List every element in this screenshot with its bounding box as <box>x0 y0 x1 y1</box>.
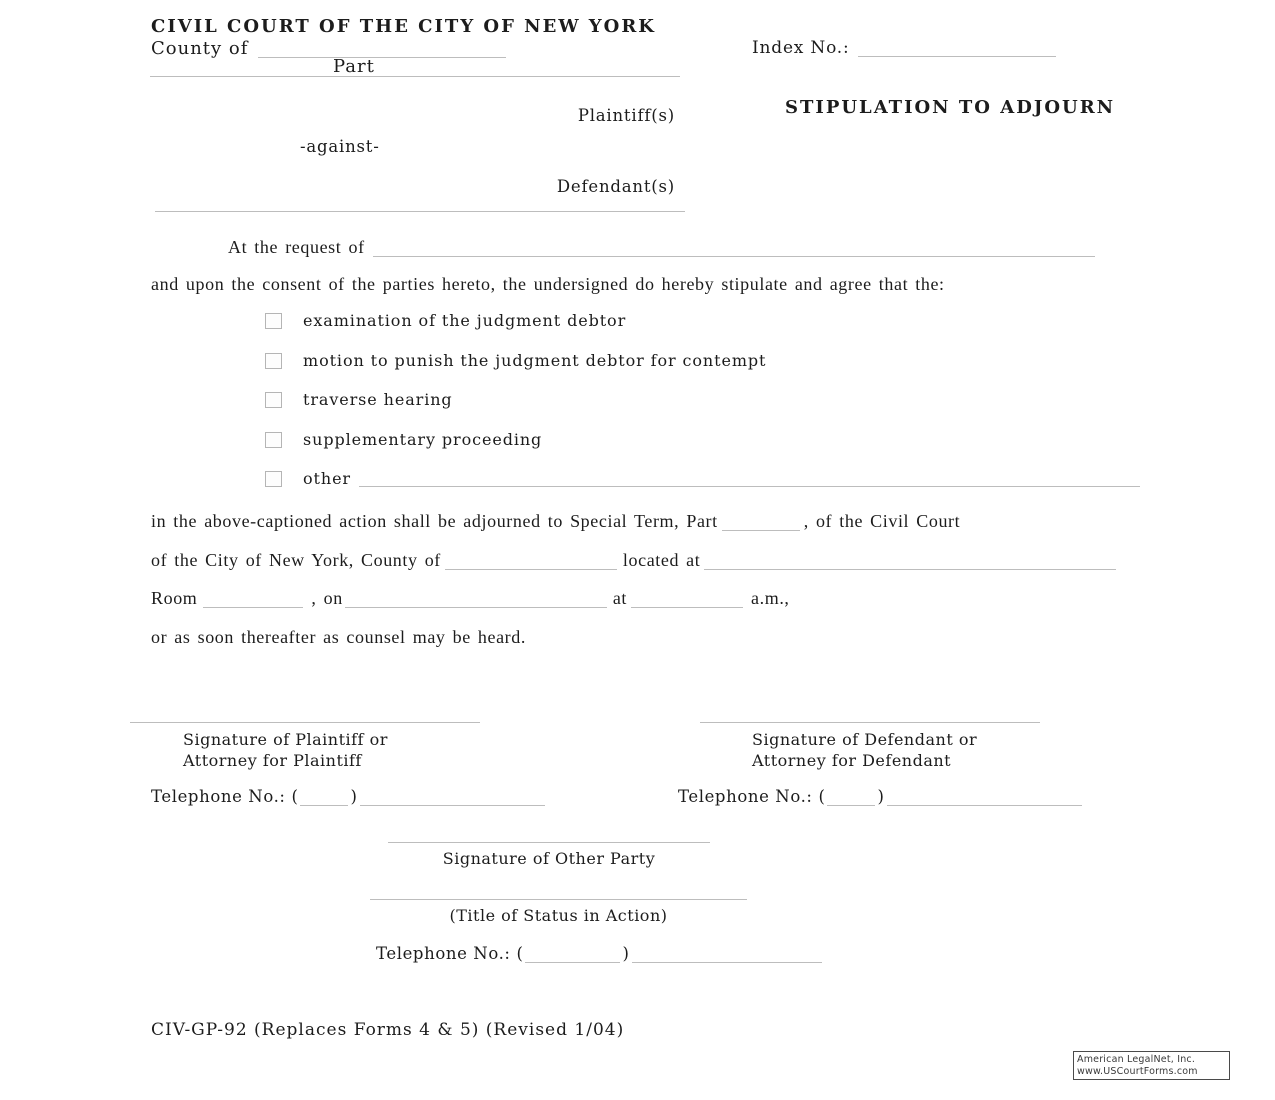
checkbox-label: motion to punish the judgment debtor for contempt <box>303 351 767 370</box>
other-party-title-line[interactable] <box>370 899 747 900</box>
caption-divider <box>155 211 685 212</box>
checkbox-row-motion <box>265 351 766 370</box>
part-label: Part <box>333 56 375 77</box>
checkbox-supplementary-proceeding[interactable] <box>265 432 282 448</box>
defendant-signature-caption <box>752 729 977 771</box>
index-no-label: Index No.: <box>752 38 850 58</box>
other-party-signature-caption: Signature of Other Party <box>442 849 656 868</box>
adjourn-line-1 <box>151 511 960 532</box>
defendant-phone-row <box>678 787 1084 806</box>
checkbox-examination[interactable] <box>265 313 282 329</box>
other-party-area-code-input-line[interactable] <box>525 946 620 964</box>
form-number: CIV-GP-92 (Replaces Forms 4 & 5) (Revised 1/04) <box>151 1020 625 1040</box>
checkbox-row-traverse <box>265 390 453 409</box>
checkbox-row-other <box>265 469 1140 488</box>
checkbox-row-examination <box>265 311 626 330</box>
checkbox-traverse-hearing[interactable] <box>265 392 282 408</box>
special-term-part-input-line[interactable] <box>722 512 800 531</box>
date-input-line[interactable] <box>345 589 607 608</box>
other-party-phone-input-line[interactable] <box>632 946 822 964</box>
adjourn-text: a.m., <box>751 588 790 608</box>
adjourn-text: of the City of New York, County of <box>151 550 441 570</box>
paren-open: ( <box>818 787 826 806</box>
adjourn-line-2 <box>151 550 1116 571</box>
room-input-line[interactable] <box>203 589 303 608</box>
checkbox-label: examination of the judgment debtor <box>303 311 627 330</box>
telephone-label: Telephone No.: <box>151 787 286 806</box>
adjourn-line-4: or as soon thereafter as counsel may be heard. <box>151 627 526 647</box>
plaintiff-label: Plaintiff(s) <box>577 106 675 125</box>
adjourn-text: , of the Civil Court <box>803 511 961 531</box>
paren-open: ( <box>516 944 524 963</box>
county-of-input-line[interactable] <box>445 551 617 570</box>
telephone-label: Telephone No.: <box>678 787 813 806</box>
paren-open: ( <box>291 787 299 806</box>
paren-close: ) <box>877 787 885 806</box>
other-input-line[interactable] <box>359 470 1140 487</box>
plaintiff-phone-input-line[interactable] <box>360 789 545 807</box>
adjourn-text: located at <box>622 550 701 570</box>
caption-line: Attorney for Plaintiff <box>183 751 362 770</box>
defendant-phone-input-line[interactable] <box>887 789 1082 807</box>
adjourn-text: in the above-captioned action shall be adjourned to Special Term, Part <box>151 511 718 531</box>
index-no-input-line[interactable] <box>858 39 1056 57</box>
defendant-area-code-input-line[interactable] <box>827 789 875 807</box>
legalnet-stamp <box>1073 1051 1230 1080</box>
defendant-label: Defendant(s) <box>556 177 675 196</box>
paren-close: ) <box>350 787 358 806</box>
legalnet-url: www.USCourtForms.com <box>1077 1065 1198 1077</box>
plaintiff-signature-line[interactable] <box>130 722 480 723</box>
against-label: -against- <box>300 137 380 156</box>
adjourn-text: Room <box>151 588 198 608</box>
plaintiff-signature-caption <box>183 729 388 771</box>
plaintiff-area-code-input-line[interactable] <box>300 789 348 807</box>
other-party-title-caption: (Title of Status in Action) <box>449 906 668 925</box>
checkbox-label: traverse hearing <box>303 390 453 409</box>
adjourn-text: at <box>612 588 628 608</box>
checkbox-label: supplementary proceeding <box>303 430 543 449</box>
caption-line: Attorney for Defendant <box>752 751 952 770</box>
form-title: STIPULATION TO ADJOURN <box>785 97 1116 118</box>
telephone-label: Telephone No.: <box>376 944 511 963</box>
county-label: County of <box>151 38 249 59</box>
paren-close: ) <box>622 944 630 963</box>
consent-paragraph: and upon the consent of the parties hereto, the undersigned do hereby stipulate and agree that the: <box>151 274 945 294</box>
checkbox-row-supplementary <box>265 430 542 449</box>
request-of-input-line[interactable] <box>373 238 1095 257</box>
other-party-phone-row <box>376 944 824 963</box>
located-at-input-line[interactable] <box>704 551 1116 570</box>
caption-line: Signature of Plaintiff or <box>183 730 388 749</box>
request-row <box>228 237 1095 258</box>
checkbox-label: other <box>303 469 351 488</box>
court-title: CIVIL COURT OF THE CITY OF NEW YORK <box>151 16 656 37</box>
part-line[interactable] <box>150 56 680 77</box>
index-row <box>752 38 1056 58</box>
defendant-signature-line[interactable] <box>700 722 1040 723</box>
checkbox-motion-to-punish[interactable] <box>265 353 282 369</box>
caption-line: Signature of Defendant or <box>752 730 978 749</box>
plaintiff-phone-row <box>151 787 547 806</box>
adjourn-line-3 <box>151 588 790 609</box>
legalnet-company: American LegalNet, Inc. <box>1077 1054 1196 1065</box>
adjourn-text: , on <box>311 588 343 608</box>
time-input-line[interactable] <box>631 589 743 608</box>
request-label: At the request of <box>228 237 365 257</box>
other-party-signature-line[interactable] <box>388 842 710 843</box>
checkbox-other[interactable] <box>265 471 282 487</box>
